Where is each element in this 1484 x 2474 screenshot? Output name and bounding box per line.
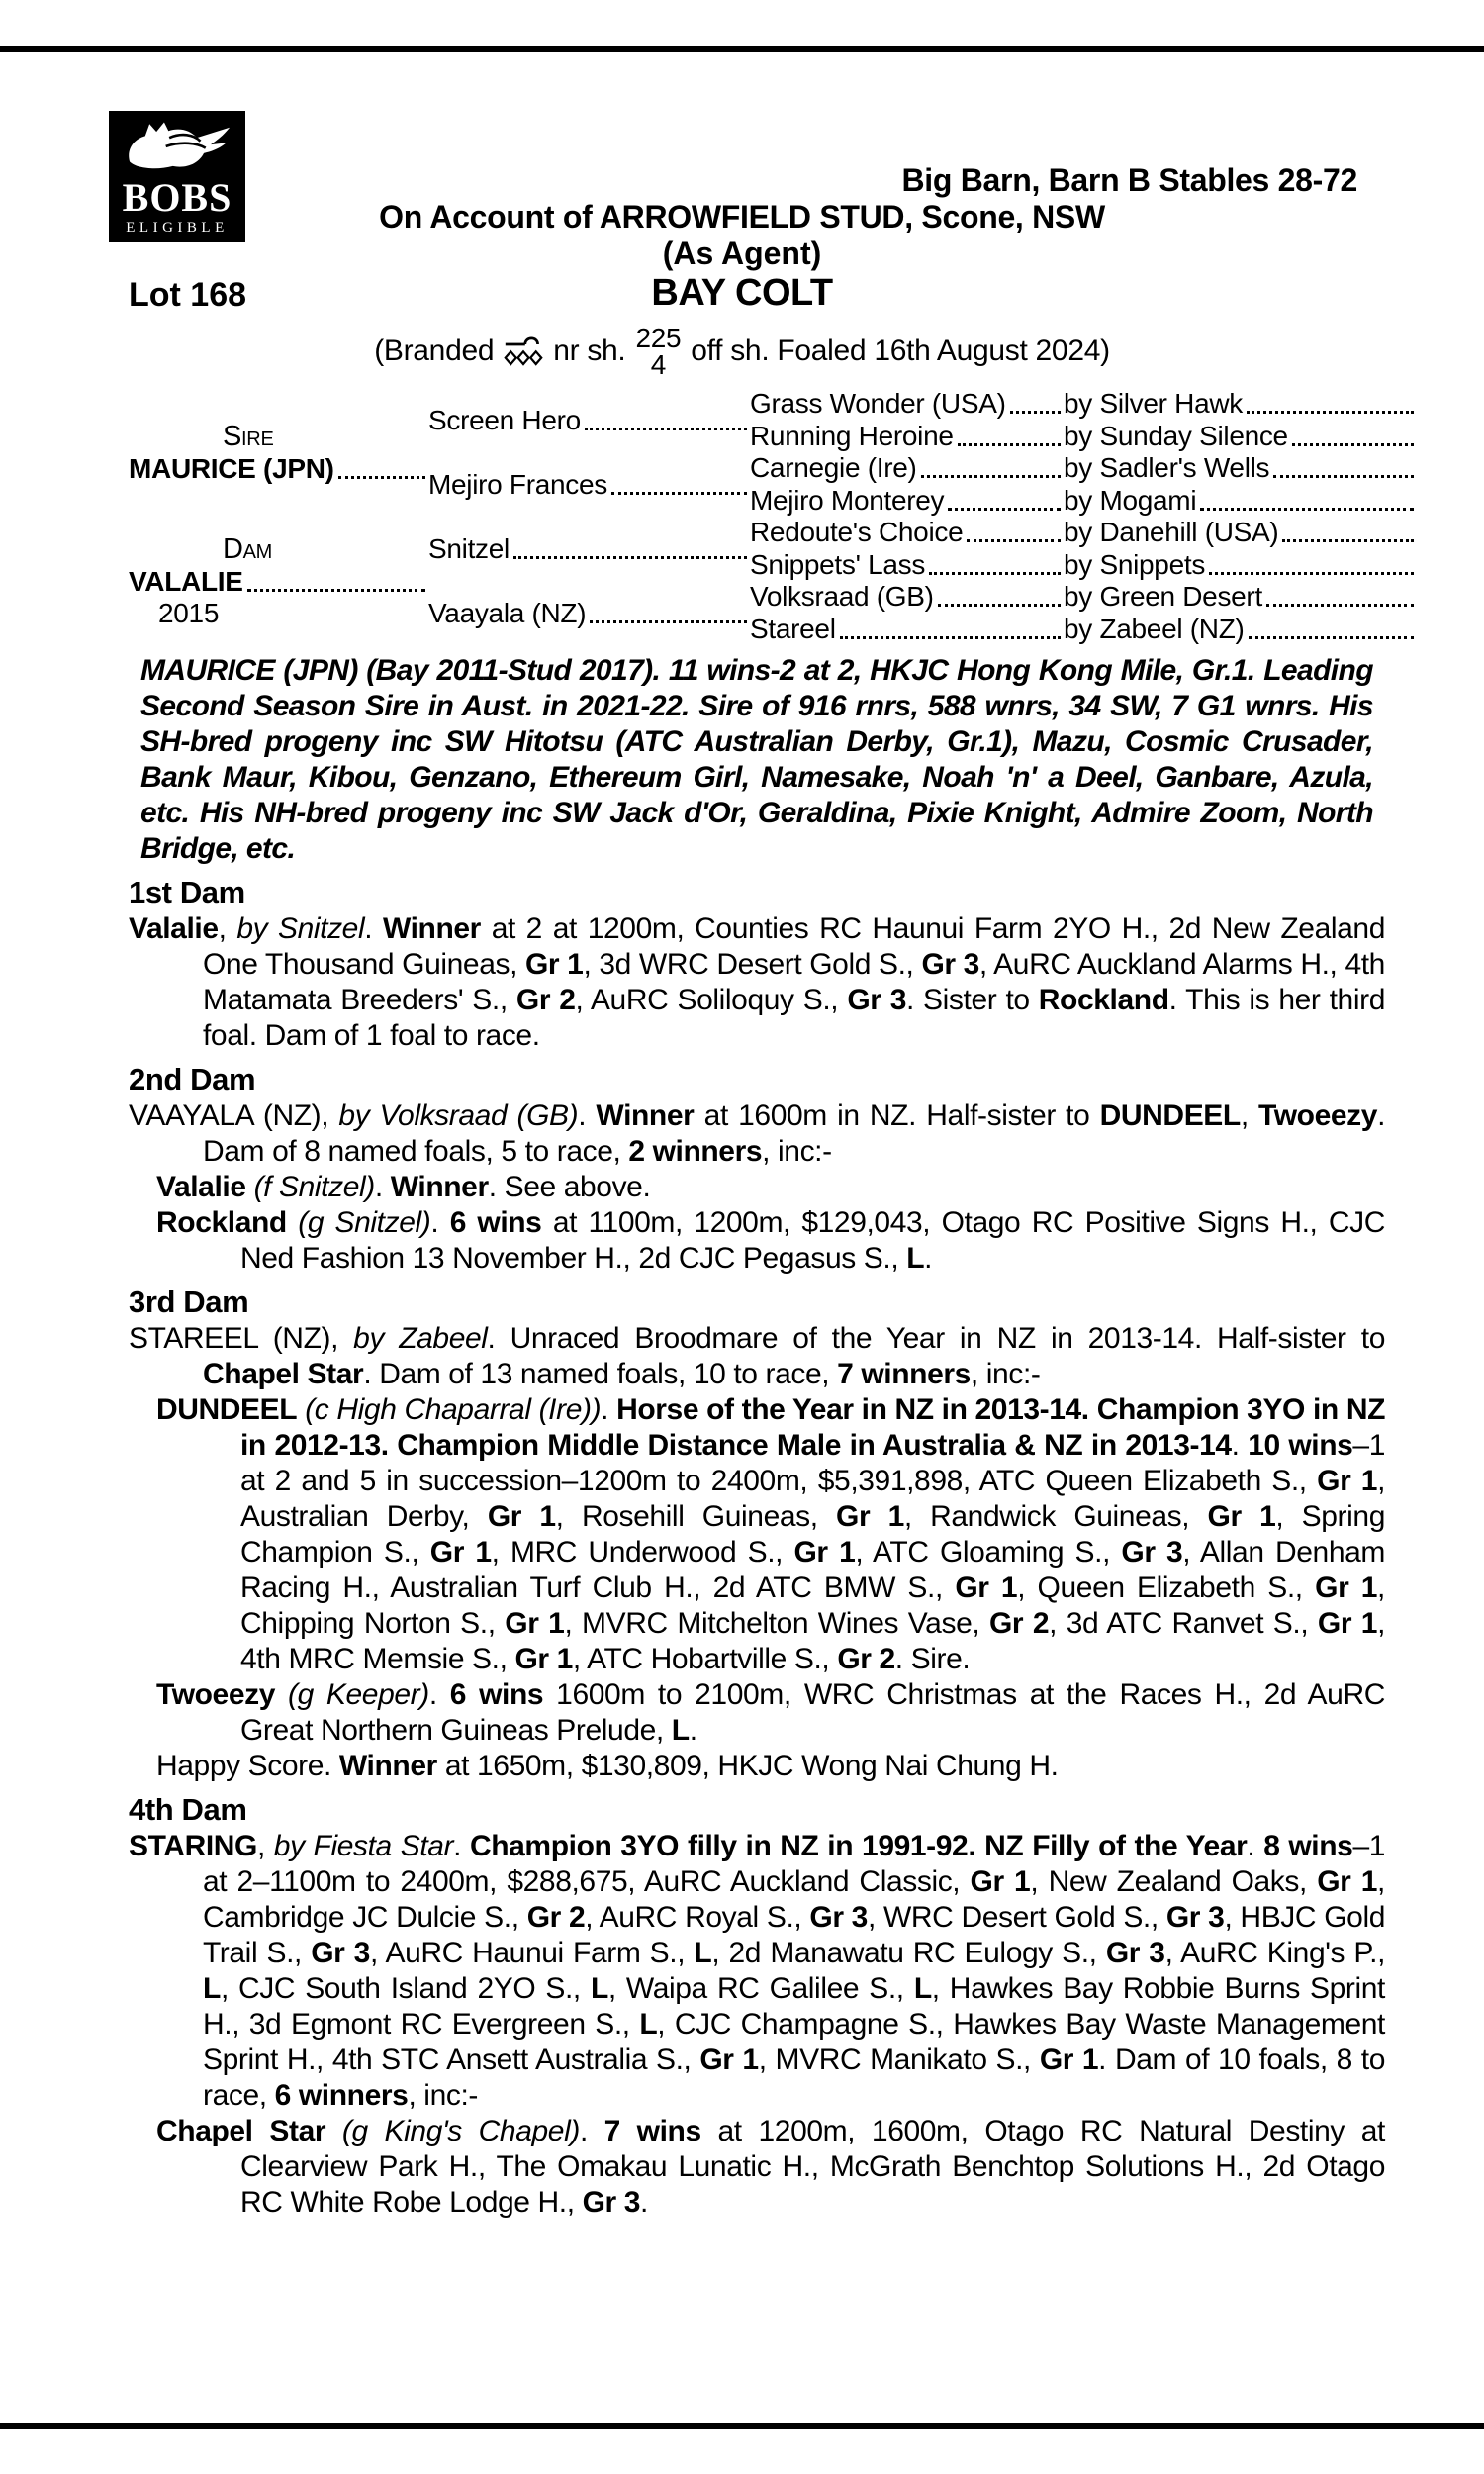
sire-label: Sire: [223, 420, 274, 452]
dotted-leader: [1273, 475, 1414, 478]
dotted-leader: [921, 475, 1061, 478]
foal-paragraph: Valalie (f Snitzel). Winner. See above.: [156, 1171, 651, 1203]
dam-heading-3: 3rd Dam: [129, 1285, 249, 1319]
dotted-leader: [840, 636, 1061, 639]
branding-suffix: off sh. Foaled 16th August 2024): [691, 334, 1110, 367]
dotted-leader: [1292, 443, 1414, 446]
gen3-cell: [750, 485, 1064, 518]
grandsire-cell: [428, 517, 750, 581]
foal-paragraph: Twoeezy (g Keeper). 6 wins 1600m to 2100m, WRC Christmas at the Races H., 2d AuRC Great Northern Guineas Prelude, L.: [156, 1678, 1385, 1747]
granddam-cell: [428, 452, 750, 517]
gen3-cell: [750, 452, 1064, 485]
gen4-cell: [1064, 581, 1417, 614]
gen4-cell: [1064, 517, 1417, 549]
agent-line: (As Agent): [662, 236, 822, 271]
stable-allocation: Big Barn, Barn B Stables 28-72: [901, 162, 1357, 198]
dam-paragraph: VAAYALA (NZ), by Volksraad (GB). Winner at 1600m in NZ. Half-sister to DUNDEEL, Twoeezy. Dam of 8 named foals, 5 to race, 2 winners, inc:-: [129, 1099, 1385, 1168]
dam-cell: [129, 517, 428, 645]
pedigree-sire-of: by Snippets: [1064, 548, 1206, 580]
dotted-leader: [1247, 411, 1414, 414]
dotted-leader: [1249, 636, 1414, 639]
bottom-rule: [0, 2423, 1484, 2429]
dotted-leader: [1282, 539, 1414, 542]
pedigree-name: Carnegie (Ire): [750, 452, 917, 484]
pedigree-name: Mejiro Frances: [428, 468, 607, 500]
branding-line: [0, 325, 1484, 378]
lot-number: Lot 168: [129, 276, 247, 314]
brand-number: [635, 325, 681, 378]
foal-paragraph: Happy Score. Winner at 1650m, $130,809, HKJC Wong Nai Chung H.: [156, 1750, 1059, 1782]
grandsire-cell: [428, 388, 750, 452]
pedigree-name: Redoute's Choice: [750, 517, 964, 548]
foal-paragraph: Chapel Star (g King's Chapel). 7 wins at 1200m, 1600m, Otago RC Natural Destiny at Clearview Park H., The Omakau Lunatic H., McGrath Benchtop Solutions H., 2d Otago RC White Robe Lodge H., Gr 3.: [156, 2115, 1385, 2219]
dotted-leader: [1266, 604, 1414, 607]
dam-year: 2015: [158, 597, 220, 628]
gen4-cell: [1064, 549, 1417, 582]
dotted-leader: [338, 476, 425, 479]
pedigree-name: Snippets' Lass: [750, 548, 926, 580]
pedigree-name: Screen Hero: [428, 404, 581, 435]
dotted-leader: [929, 572, 1061, 575]
gen4-cell: [1064, 485, 1417, 518]
dotted-leader: [938, 604, 1061, 607]
dotted-leader: [1209, 572, 1414, 575]
sire-cell: [129, 388, 428, 517]
gen3-cell: [750, 421, 1064, 453]
gen3-cell: [750, 581, 1064, 614]
dam-heading-4: 4th Dam: [129, 1792, 247, 1827]
gen3-cell: [750, 614, 1064, 646]
pedigree-sire-of: by Green Desert: [1064, 581, 1262, 613]
brand-mark-icon: [504, 333, 543, 366]
foal-paragraph: DUNDEEL (c High Chaparral (Ire)). Horse of the Year in NZ in 2013-14. Champion 3YO in NZ in 2012-13. Champion Middle Distance Male in Australia & NZ in 2013-14. 10 wins–1 at 2 and 5 in succession–1200m to 2400m, $5,391,898, ATC Queen Elizabeth S., Gr 1, Australian Derby, Gr 1, Rosehill Guineas, Gr 1, Randwick Guineas, Gr 1, Spring Champion S., Gr 1, MRC Underwood S., Gr 1, ATC Gloaming S., Gr 3, Allan Denham Racing H., Australian Turf Club H., 2d ATC BMW S., Gr 1, Queen Elizabeth S., Gr 1, Chipping Norton S., Gr 1, MVRC Mitchelton Wines Vase, Gr 2, 3d ATC Ranvet S., Gr 1, 4th MRC Memsie S., Gr 1, ATC Hobartville S., Gr 2. Sire.: [156, 1393, 1386, 1675]
dotted-leader: [590, 620, 747, 623]
pedigree-name: Grass Wonder (USA): [750, 388, 1006, 420]
dam-paragraph: STARING, by Fiesta Star. Champion 3YO filly in NZ in 1991-92. NZ Filly of the Year. 8 wins–1 at 2–1100m to 2400m, $288,675, AuRC Auckland Classic, Gr 1, New Zealand Oaks, Gr 1, Cambridge JC Dulcie S., Gr 2, AuRC Royal S., Gr 3, WRC Desert Gold S., Gr 3, HBJC Gold Trail S., Gr 3, AuRC Haunui Farm S., L, 2d Manawatu RC Eulogy S., Gr 3, AuRC King's P., L, CJC South Island 2YO S., L, Waipa RC Galilee S., L, Hawkes Bay Robbie Burns Sprint H., 3d Egmont RC Evergreen S., L, CJC Champagne S., Hawkes Bay Waste Management Sprint H., 4th STC Ansett Australia S., Gr 1, MVRC Manikato S., Gr 1. Dam of 10 foals, 8 to race, 6 winners, inc:-: [129, 1830, 1386, 2112]
gen3-cell: [750, 388, 1064, 421]
dam-paragraph: Valalie, by Snitzel. Winner at 2 at 1200m, Counties RC Haunui Farm 2YO H., 2d New Zealand One Thousand Guineas, Gr 1, 3d WRC Desert Gold S., Gr 3, AuRC Auckland Alarms H., 4th Matamata Breeders' S., Gr 2, AuRC Soliloquy S., Gr 3. Sister to Rockland. This is her third foal. Dam of 1 foal to race.: [129, 912, 1385, 1052]
gen3-cell: [750, 549, 1064, 582]
pedigree-name: Snitzel: [428, 532, 510, 564]
vendor-line: On Account of ARROWFIELD STUD, Scone, NSW: [379, 199, 1105, 235]
dotted-leader: [611, 492, 747, 495]
gen4-cell: [1064, 388, 1417, 421]
branding-prefix: (Branded: [374, 334, 495, 367]
pedigree-sire-of: by Mogami: [1064, 484, 1197, 516]
gen4-cell: [1064, 452, 1417, 485]
dotted-leader: [948, 508, 1061, 511]
brand-number-top: 225: [635, 323, 682, 353]
granddam-cell: [428, 581, 750, 645]
foal-paragraph: Rockland (g Snitzel). 6 wins at 1100m, 1200m, $129,043, Otago RC Positive Signs H., CJC Ned Fashion 13 November H., 2d CJC Pegasus S., L.: [156, 1206, 1385, 1275]
dam-name: VALALIE: [129, 565, 243, 597]
brand-number-bottom: 4: [650, 349, 666, 380]
dotted-leader: [1010, 411, 1061, 414]
pedigree-table: [129, 388, 1417, 645]
sire-name: MAURICE (JPN): [129, 452, 334, 484]
dotted-leader: [585, 428, 747, 430]
pedigree-sire-of: by Danehill (USA): [1064, 517, 1279, 548]
branding-near-shoulder: nr sh.: [553, 334, 626, 367]
logo-text-eligible: ELIGIBLE: [126, 220, 229, 236]
dotted-leader: [1200, 508, 1414, 511]
gen4-cell: [1064, 614, 1417, 646]
pedigree-name: Running Heroine: [750, 420, 954, 451]
pedigree-sire-of: by Sunday Silence: [1064, 420, 1288, 451]
logo-text-bobs: BOBS: [122, 175, 232, 220]
pedigree-text: [129, 653, 1385, 2221]
top-rule: [0, 46, 1484, 52]
pedigree-sire-of: by Silver Hawk: [1064, 388, 1243, 420]
pedigree-name: Stareel: [750, 613, 836, 644]
page-title: BAY COLT: [651, 272, 833, 314]
dam-heading-1: 1st Dam: [129, 875, 245, 909]
pedigree-sire-of: by Zabeel (NZ): [1064, 613, 1245, 644]
dam-heading-2: 2nd Dam: [129, 1062, 256, 1096]
sire-summary: MAURICE (JPN) (Bay 2011-Stud 2017). 11 wins-2 at 2, HKJC Hong Kong Mile, Gr.1. Leading Second Season Sire in Aust. in 2021-22. Sire of 916 rnrs, 588 wnrs, 34 SW, 7 G1 wnrs. His SH-bred progeny inc SW Hitotsu (ATC Australian Derby, Gr.1), Mazu, Cosmic Crusader, Bank Maur, Kibou, Genzano, Ethereum Girl, Namesake, Noah 'n' a Deel, Ganbare, Azula, etc. His NH-bred progeny inc SW Jack d'Or, Geraldina, Pixie Knight, Admire Zoom, North Bridge, etc.: [140, 654, 1373, 865]
gen4-cell: [1064, 421, 1417, 453]
dam-label: Dam: [223, 532, 273, 565]
pedigree-name: Vaayala (NZ): [428, 597, 587, 628]
pedigree-sire-of: by Sadler's Wells: [1064, 452, 1270, 484]
dam-paragraph: STAREEL (NZ), by Zabeel. Unraced Broodmare of the Year in NZ in 2013-14. Half-sister to Chapel Star. Dam of 13 named foals, 10 to race, 7 winners, inc:-: [129, 1322, 1385, 1390]
dotted-leader: [967, 539, 1061, 542]
gen3-cell: [750, 517, 1064, 549]
pedigree-name: Volksraad (GB): [750, 581, 934, 613]
pedigree-name: Mejiro Monterey: [750, 484, 945, 516]
dotted-leader: [247, 589, 425, 592]
dotted-leader: [513, 556, 747, 559]
dotted-leader: [958, 443, 1061, 446]
